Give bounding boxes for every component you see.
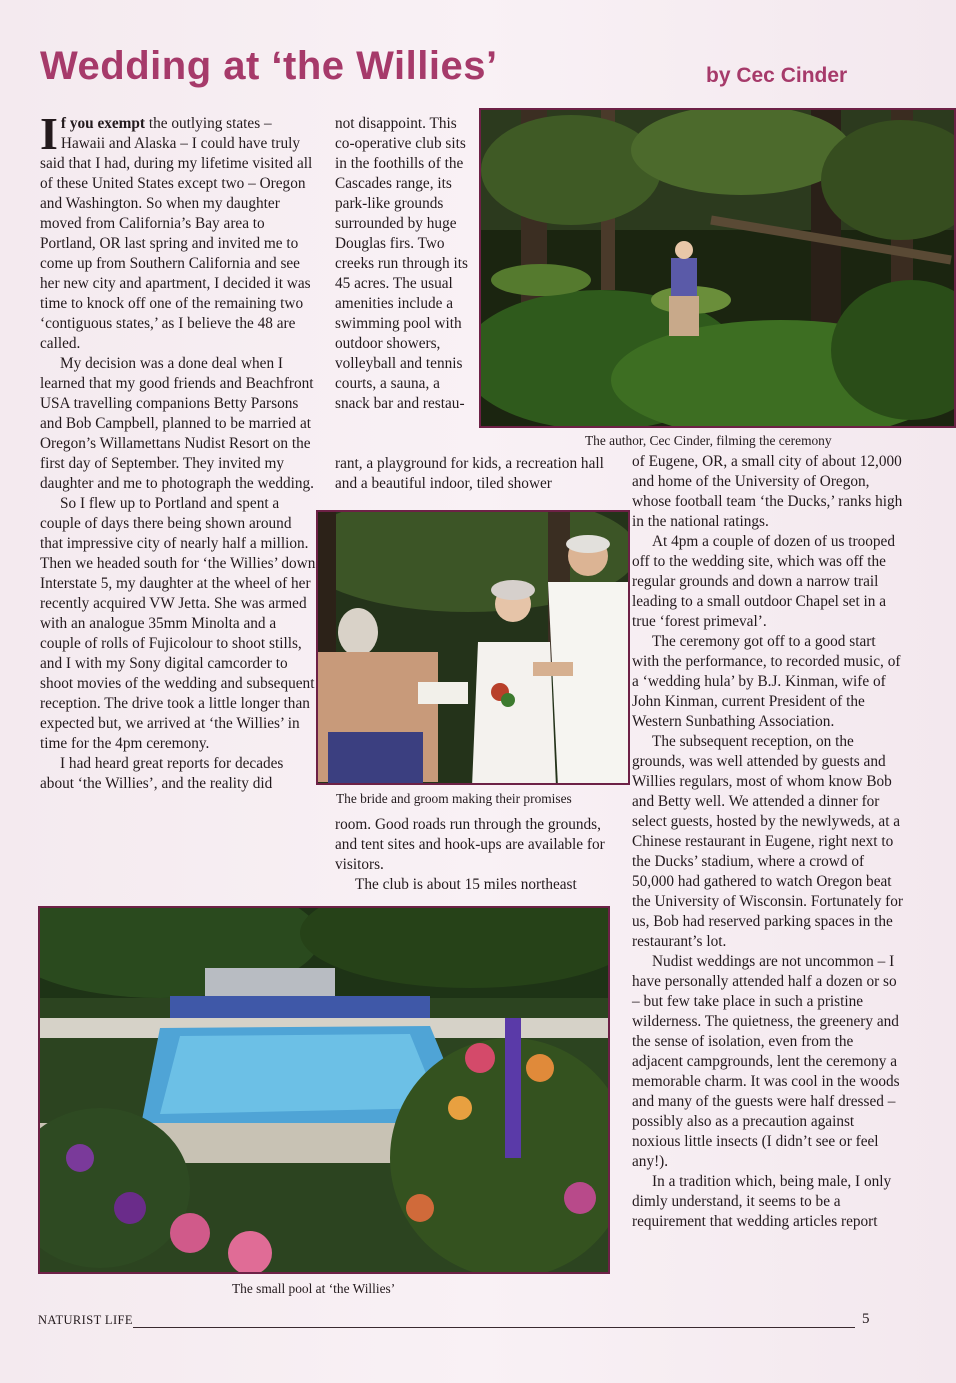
lead-paragraph bbox=[40, 108, 316, 354]
text-column-3 bbox=[632, 452, 904, 1232]
forest-photo-caption: The author, Cec Cinder, filming the ceremony bbox=[585, 433, 832, 448]
wedding-couple-photo bbox=[316, 510, 630, 785]
text-column-1 bbox=[40, 108, 316, 794]
paragraph: not disappoint. This co-operative club sits in the foothills of the Cascades range, its park-like grounds surrounded by huge Douglas firs. Two creeks run through its 45 acres. The usual amenities include a swimming pool with outdoor showers, volleyball and tennis courts, a sauna, a snack bar and restau- bbox=[335, 115, 468, 412]
page-number: 5 bbox=[862, 1311, 870, 1327]
article-byline: by Cec Cinder bbox=[706, 64, 848, 87]
drop-cap: I bbox=[40, 108, 58, 159]
forest-photo bbox=[479, 108, 956, 428]
paragraph: of Eugene, OR, a small city of about 12,000 and home of the University of Oregon, whose football team ‘the Ducks,’ ranks high in the national ratings. bbox=[632, 453, 903, 530]
paragraph: room. Good roads run through the grounds, and tent sites and hook-ups are available for visitors. bbox=[335, 816, 605, 873]
pool-photo-caption: The small pool at ‘the Willies’ bbox=[232, 1281, 396, 1296]
magazine-name: NATURIST LIFE bbox=[38, 1313, 133, 1327]
paragraph: I had heard great reports for decades about ‘the Willies’, and the reality did bbox=[40, 755, 284, 792]
pool-photo bbox=[38, 906, 610, 1274]
text-column-2-mid bbox=[335, 454, 617, 494]
paragraph: rant, a playground for kids, a recreation hall and a beautiful indoor, tiled shower bbox=[335, 455, 604, 492]
paragraph: So I flew up to Portland and spent a couple of days there being shown around that impressive city of nearly half a million. Then we headed south for ‘the Willies’ down Interstate 5, my daughter at the wheel of her recently acquired VW Jetta. She was armed with an analogue 35mm Minolta and a couple of rolls of Fujicolour to shoot stills, and I with my Sony digital camcorder to shoot movies of the wedding and subsequent reception. The drive took a little longer than expected but, we arrived at ‘the Willies’ in time for the 4pm ceremony. bbox=[40, 495, 316, 752]
wedding-photo-caption: The bride and groom making their promises bbox=[336, 791, 572, 806]
paragraph: The club is about 15 miles northeast bbox=[355, 876, 577, 893]
text-column-2-bottom bbox=[335, 815, 607, 895]
paragraph: The ceremony got off to a good start with the performance, to recorded music, of a ‘wedding hula’ by B.J. Kinman, wife of John Kinman, current President of the Western Sunbathing Association. bbox=[632, 633, 901, 730]
text-column-2-top bbox=[335, 114, 477, 414]
paragraph: Nudist weddings are not uncommon – I have personally attended half a dozen or so – but few take place in such a pristine wilderness. The quietness, the greenery and the sense of isolation, even from the adjacent campgrounds, lent the ceremony a memorable charm. It was cool in the woods and many of the guests were half dressed – possibly also as a precaution against noxious little insects (I didn’t see or feel any!). bbox=[632, 953, 900, 1170]
footer-rule bbox=[133, 1327, 855, 1328]
paragraph: In a tradition which, being male, I only dimly understand, it seems to be a requirement that wedding articles report bbox=[632, 1173, 892, 1230]
article-title: Wedding at ‘the Willies’ bbox=[40, 44, 498, 88]
paragraph: At 4pm a couple of dozen of us trooped off to the wedding site, which was off the regular grounds and down a narrow trail leading to a small outdoor Chapel set in a true ‘forest primeval’. bbox=[632, 533, 895, 630]
lead-text: the outlying states – Hawaii and Alaska – I could have truly said that I had, during my lifetime visited all of these United States except two – Oregon and Washington. So when my daughter moved from California’s Bay area to Portland, OR last spring and invited me to come up from Southern California and see her new city and apartment, I decided it was time to knock off one of the remaining two ‘contiguous states,’ as I believe the 48 are called. bbox=[40, 115, 313, 352]
paragraph: The subsequent reception, on the grounds, was well attended by guests and Willies regulars, most of whom know Bob and Betty well. We attended a dinner for select guests, hosted by the newlyweds, at a Chinese restaurant in Eugene, right next to the Ducks’ stadium, where a crowd of 50,000 had gathered to watch Oregon beat the University of Wisconsin. Fortunately for us, Bob had reserved parking spaces in the restaurant’s lot. bbox=[632, 733, 904, 950]
lead-in: f you exempt bbox=[60, 115, 146, 132]
paragraph: My decision was a done deal when I learned that my good friends and Beachfront USA travelling companions Betty Parsons and Bob Campbell, planned to be married at Oregon’s Willamettans Nudist Resort on the first day of September. They invited my daughter and me to photograph the wedding. bbox=[40, 355, 314, 492]
